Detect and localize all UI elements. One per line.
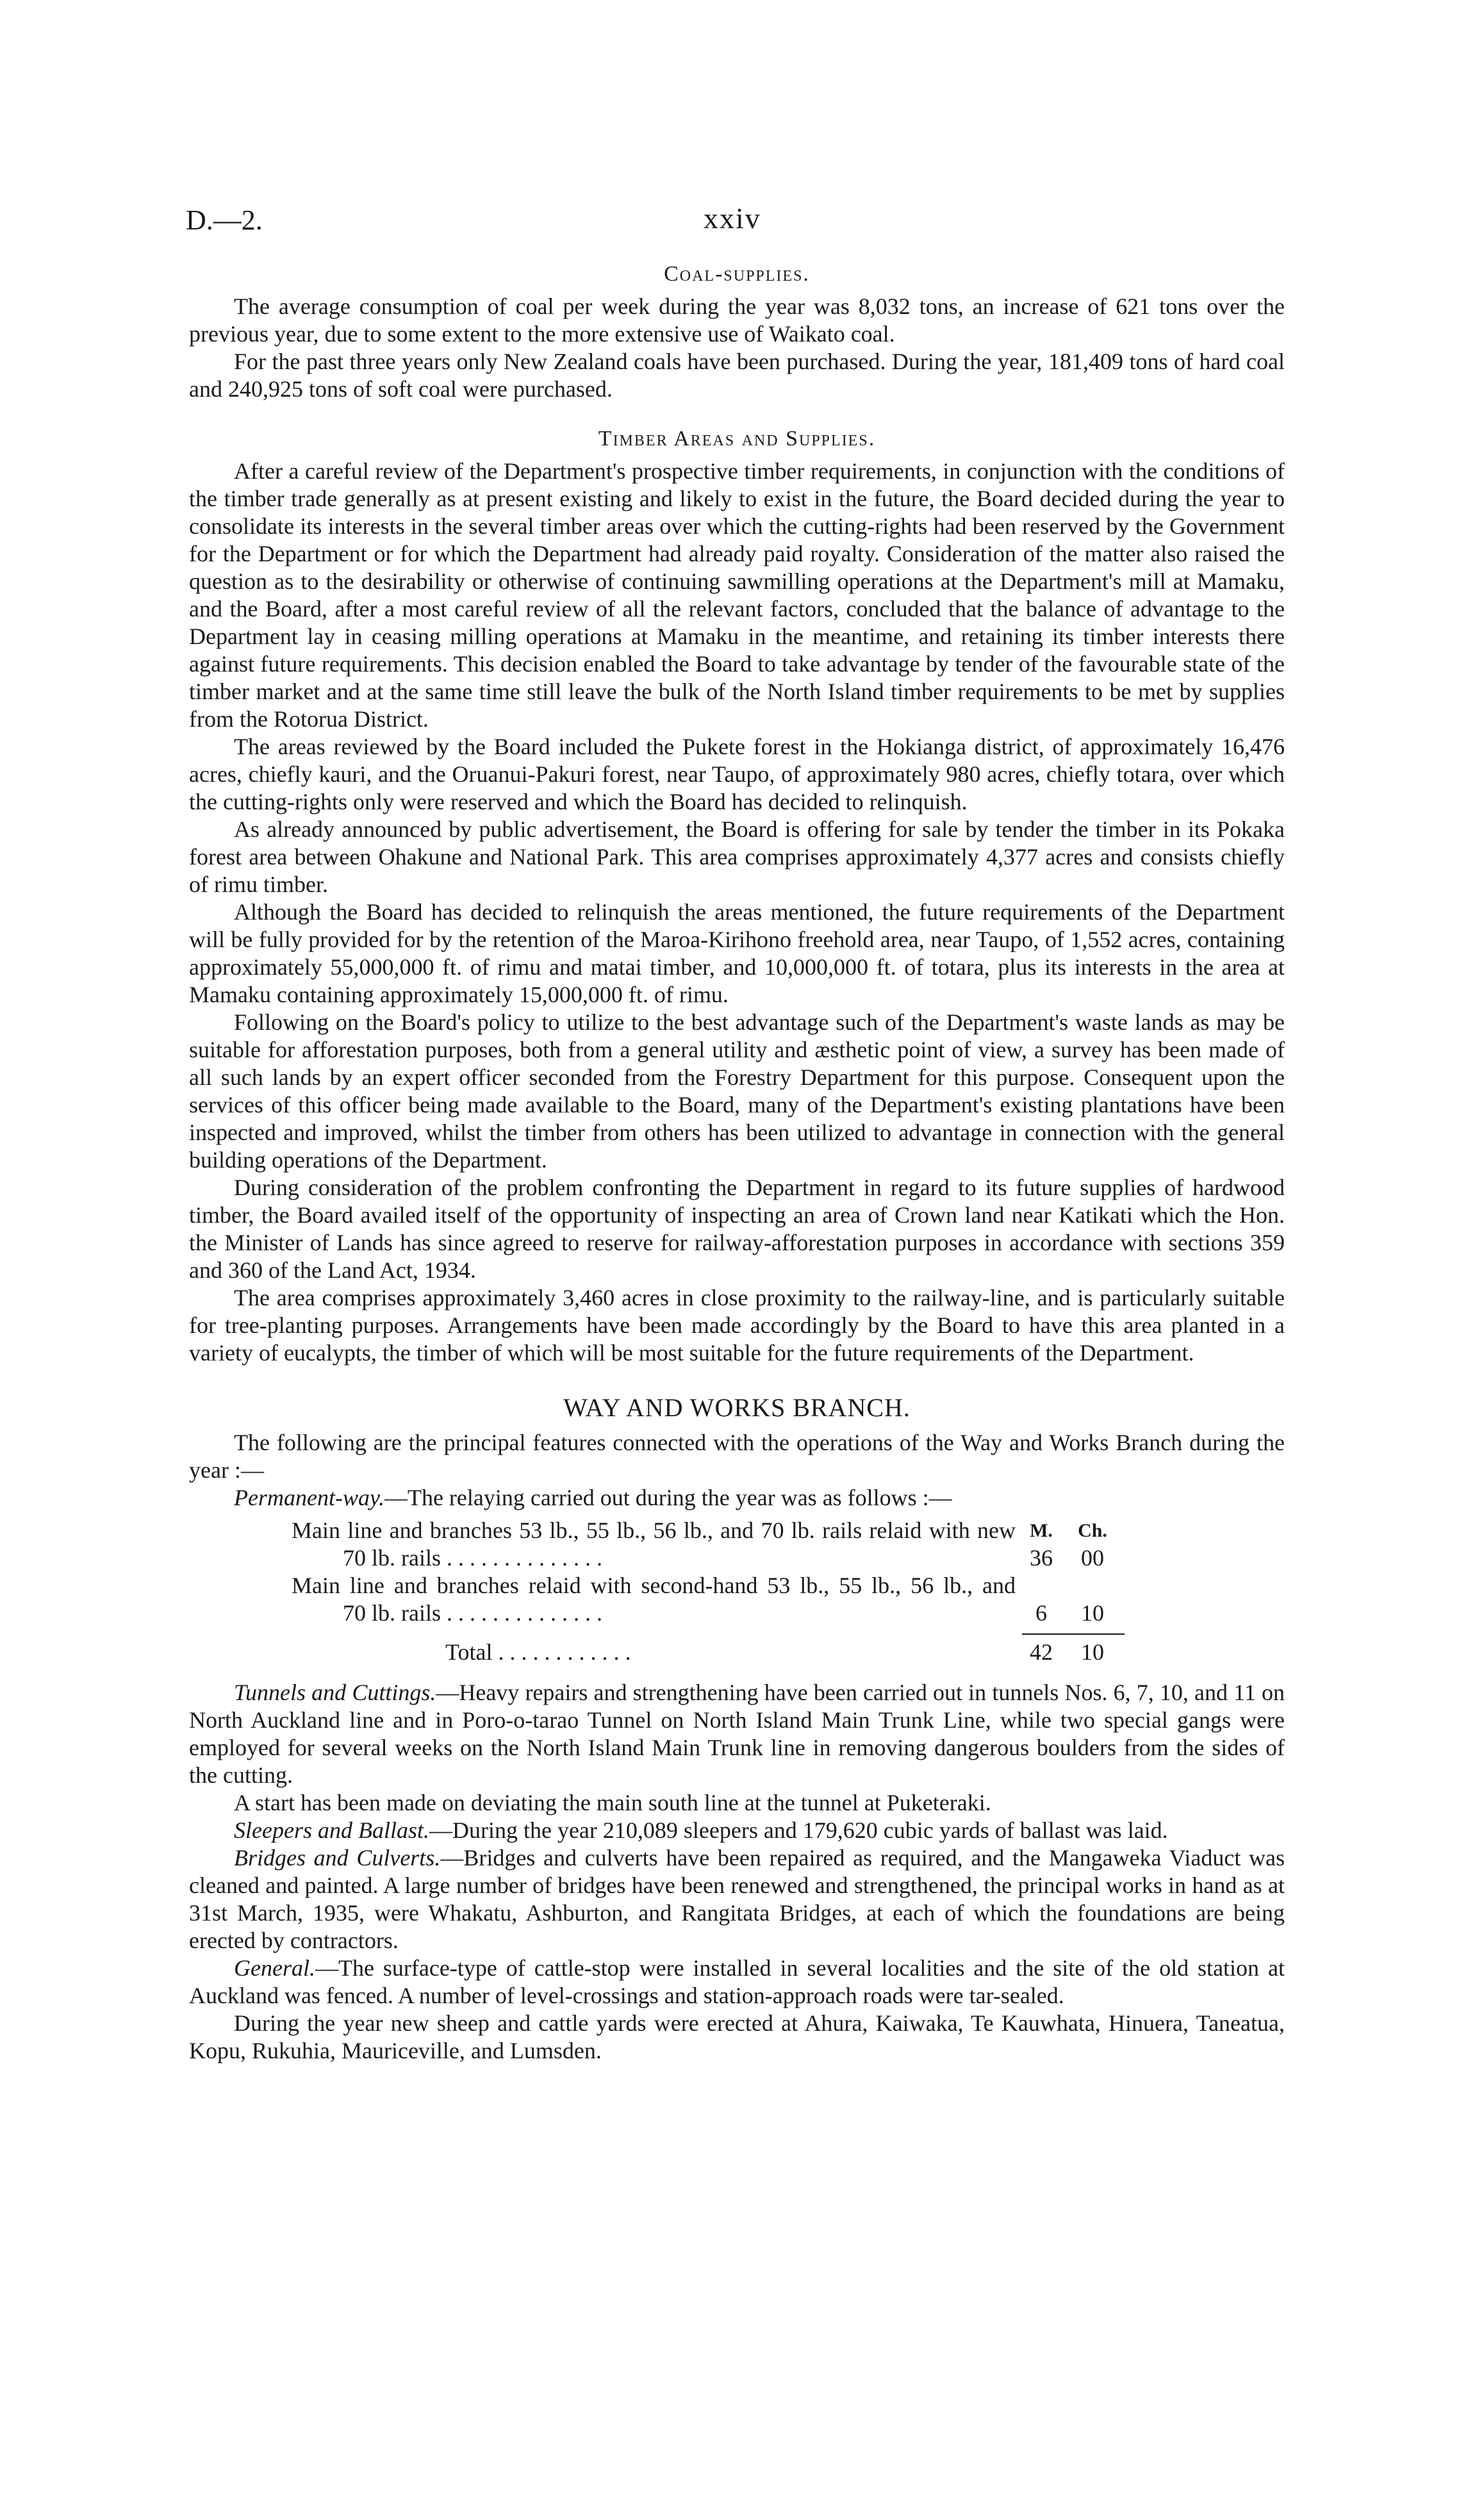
table-cell-description: Main line and branches relaid with second-hand 53 lb., 55 lb., 56 lb., and	[292, 1573, 1016, 1598]
paragraph: During the year new sheep and cattle yards were erected at Ahura, Kaiwaka, Te Kauwhata, Hinuera, Taneatua, Kopu, Rukuhia, Mauriceville, and Lumsden.	[189, 2010, 1285, 2063]
table-total-row	[189, 1639, 1285, 1666]
paragraph-bridges	[189, 1844, 1285, 1955]
table-cell-description: 70 lb. rails . . . . . . . . . . . . . .	[343, 1600, 602, 1626]
subheading-label: Permanent-way.	[234, 1485, 384, 1510]
table-row	[189, 1517, 1285, 1544]
paragraph: The following are the principal features connected with the operations of the Way and Works Branch during the year :—	[189, 1430, 1285, 1483]
paragraph: A start has been made on deviating the main south line at the tunnel at Puketeraki.	[234, 1790, 991, 1815]
paragraph: The average consumption of coal per week during the year was 8,032 tons, an increase of 621 tons over the previous year, due to some extent to the more extensive use of Waikato coal.	[189, 293, 1285, 347]
subheading-label: Sleepers and Ballast.	[234, 1817, 429, 1843]
section-heading-timber: Timber Areas and Supplies.	[598, 427, 876, 451]
table-header-miles: M.	[1030, 1520, 1053, 1541]
paragraph-text: —The relaying carried out during the year was as follows :—	[384, 1485, 952, 1510]
page-number: xxiv	[704, 202, 761, 235]
paragraph: After a careful review of the Department's prospective timber requirements, in conjunction with the conditions of the timber trade generally as at present existing and likely to exist in the future, the Board decided during the year to consolidate its interests in the several timber areas over which the cutting-rights had been reserved by the Government for the Department or for which the Department had already paid royalty. Consideration of the matter also raised the question as to the desirability or otherwise of continuing sawmilling operations at the Department's mill at Mamaku, and the Board, after a most careful review of all the relevant factors, concluded that the balance of advantage to the Department lay in ceasing milling operations at Mamaku in the meantime, and retaining its timber interests there against future requirements. This decision enabled the Board to take advantage by tender of the favourable state of the timber market and at the same time still leave the bulk of the North Island timber requirements to be met by supplies from the Rotorua District.	[189, 458, 1285, 732]
paragraph: Following on the Board's policy to utilize to the best advantage such of the Department's waste lands as may be suitable for afforestation purposes, both from a general utility and æsthetic point of view, a survey has been made of all such lands by an expert officer seconded from the Forestry Department for this purpose. Consequent upon the services of this officer being made available to the Board, many of the Department's existing plantations have been inspected and improved, whilst the timber from others has been utilized to advantage in connection with the general building operations of the Department.	[189, 1009, 1285, 1173]
paragraph-permanent-way	[189, 1484, 1285, 1512]
table-cell-chains: 10	[1081, 1600, 1104, 1626]
section-heading-coal: Coal-supplies.	[664, 262, 810, 286]
table-total-label: Total . . . . . . . . . . . .	[445, 1639, 631, 1665]
table-cell-chains: 00	[1081, 1545, 1104, 1571]
table-cell-description: 70 lb. rails . . . . . . . . . . . . . .	[343, 1545, 602, 1571]
subheading-label: Tunnels and Cuttings.	[234, 1680, 436, 1705]
paragraph-text: —Heavy repairs and strengthening have been carried out in tunnels Nos. 6, 7, 10, and 11 on North Auckland line and in Poro-o-tarao Tunnel on North Island Main Trunk Line, while two special gangs were employed for several weeks on the North Island Main Trunk line in removing dangerous boulders from the sides of the cutting.	[189, 1680, 1285, 1788]
table-header-chains: Ch.	[1078, 1520, 1107, 1541]
paragraph-text: —The surface-type of cattle-stop were installed in several localities and the site of the old station at Auckland was fenced. A number of level-crossings and station-approach roads were tar-sealed.	[189, 1955, 1285, 2008]
relaying-table	[189, 1517, 1285, 1666]
table-row	[189, 1572, 1285, 1600]
paragraph: Although the Board has decided to relinquish the areas mentioned, the future requirements of the Department will be fully provided for by the retention of the Maroa-Kirihono freehold area, near Taupo, of 1,552 acres, containing approximately 55,000,000 ft. of rimu and matai timber, and 10,000,000 ft. of totara, plus its interests in the area at Mamaku containing approximately 15,000,000 ft. of rimu.	[189, 899, 1285, 1007]
table-cell-miles: 36	[1030, 1545, 1053, 1571]
paragraph-sleepers	[189, 1817, 1285, 1844]
paragraph: For the past three years only New Zealand coals have been purchased. During the year, 181,409 tons of hard coal and 240,925 tons of soft coal were purchased.	[189, 349, 1285, 402]
table-total-chains: 10	[1081, 1639, 1104, 1665]
document-reference: D.—2.	[186, 204, 263, 236]
paragraph: During consideration of the problem confronting the Department in regard to its future supplies of hardwood timber, the Board availed itself of the opportunity of inspecting an area of Crown land near Katikati which the Hon. the Minister of Lands has since agreed to reserve for railway-afforestation purposes in accordance with sections 359 and 360 of the Land Act, 1934.	[189, 1175, 1285, 1283]
paragraph-tunnels	[189, 1679, 1285, 1789]
table-row	[189, 1600, 1285, 1627]
table-row	[189, 1544, 1285, 1572]
paragraph: The area comprises approximately 3,460 acres in close proximity to the railway-line, and is particularly suitable for tree-planting purposes. Arrangements have been made accordingly by the Board to have this area planted in a variety of eucalypts, the timber of which will be most suitable for the future requirements of the Department.	[189, 1285, 1285, 1366]
table-cell-miles: 6	[1035, 1600, 1047, 1626]
paragraph-text: —Bridges and culverts have been repaired as required, and the Mangaweka Viaduct was cleaned and painted. A large number of bridges have been renewed and strengthened, the principal works in hand as at 31st March, 1935, were Whakatu, Ashburton, and Rangitata Bridges, at each of which the foundations are being erected by contractors.	[189, 1845, 1285, 1953]
section-heading-way-and-works: WAY AND WORKS BRANCH.	[563, 1393, 911, 1422]
subheading-label: General.	[234, 1955, 315, 1981]
table-cell-description: Main line and branches 53 lb., 55 lb., 56 lb., and 70 lb. rails relaid with new	[292, 1517, 1016, 1543]
paragraph-general	[189, 1955, 1285, 2010]
table-total-miles: 42	[1030, 1639, 1053, 1665]
paragraph: As already announced by public advertisement, the Board is offering for sale by tender the timber in its Pokaka forest area between Ohakune and National Park. This area comprises approximately 4,377 acres and consists chiefly of rimu timber.	[189, 816, 1285, 897]
page-body	[189, 256, 1285, 2065]
paragraph-text: —During the year 210,089 sleepers and 179,620 cubic yards of ballast was laid.	[429, 1817, 1168, 1843]
total-rule	[1022, 1633, 1125, 1635]
subheading-label: Bridges and Culverts.	[234, 1845, 441, 1871]
paragraph: The areas reviewed by the Board included the Pukete forest in the Hokianga district, of approximately 16,476 acres, chiefly kauri, and the Oruanui-Pakuri forest, near Taupo, of approximately 980 acres, chiefly totara, over which the cutting-rights only were reserved and which the Board has decided to relinquish.	[189, 734, 1285, 814]
